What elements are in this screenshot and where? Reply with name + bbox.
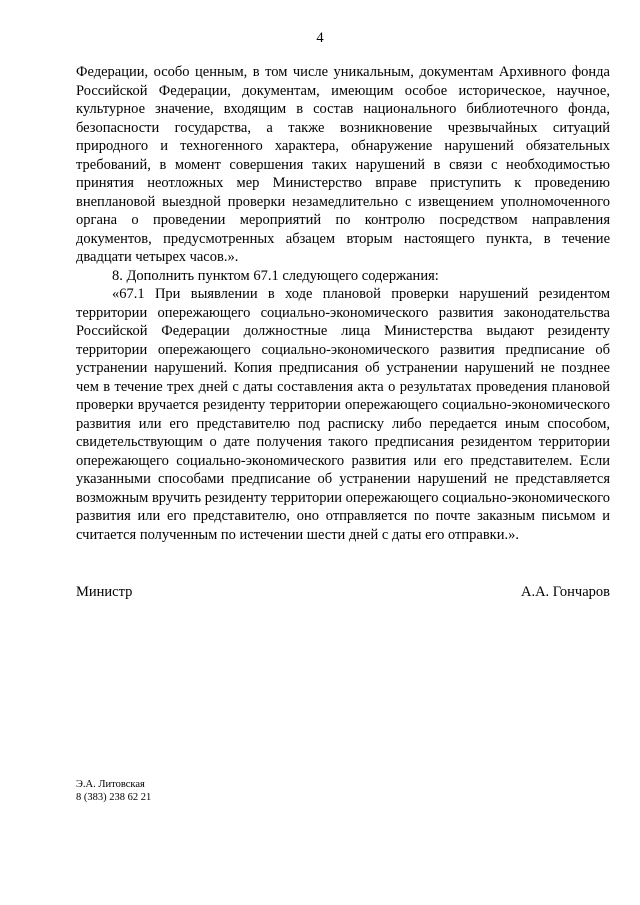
executor-phone: 8 (383) 238 62 21: [76, 792, 152, 803]
paragraph-continuation: Федерации, особо ценным, в том числе уникальным, документам Архивного фонда Российской Федерации, документам, имеющим особое историческое, научное, культурное значение, входящим в состав национального библиотечного фонда, безопасности государства, а также возникновение чрезвычайных ситуаций природного и техногенного характера, обнаружение нарушений обязательных требований, в момент совершения таких нарушений в связи с необходимостью принятия неотложных мер Министерство вправе приступить к проведению внеплановой выездной проверки незамедлительно с извещением уполномоченного органа о проведении мероприятий по контролю посредством направления документов, предусмотренных абзацем вторым настоящего пункта, в течение двадцати четырех часов.».: [76, 64, 610, 265]
paragraph-clause-67-1: «67.1 При выявлении в ходе плановой проверки нарушений резидентом территории опережающего социально-экономического развития законодательства Российской Федерации должностные лица Министерства выдают резиденту территории опережающего социально-экономического развития предписание об устранении нарушений. Копия предписания об устранении нарушений не позднее чем в течение трех дней с даты составления акта о результатах проведения плановой проверки вручается резиденту территории опережающего социально-экономического развития или его представителю под расписку либо передается иным способом, свидетельствующим о дате получения такого предписания резидентом территории опережающего социально-экономического развития или его представителем. Если указанными способами предписание об устранении нарушений не представляется возможным вручить резиденту территории опережающего социально-экономического развития или его представителю, оно отправляется по почте заказным письмом и считается полученным по истечении шести дней с даты его отправки.».: [76, 286, 610, 543]
document-body: [76, 63, 610, 544]
signatory-name: А.А. Гончаров: [520, 584, 610, 600]
paragraph-amendment-8: 8. Дополнить пунктом 67.1 следующего содержания:: [112, 267, 439, 284]
executor-block: [76, 778, 151, 804]
page-number: 4: [316, 30, 324, 46]
signatory-title: Министр: [76, 584, 133, 600]
executor-name: Э.А. Литовская: [76, 779, 145, 790]
